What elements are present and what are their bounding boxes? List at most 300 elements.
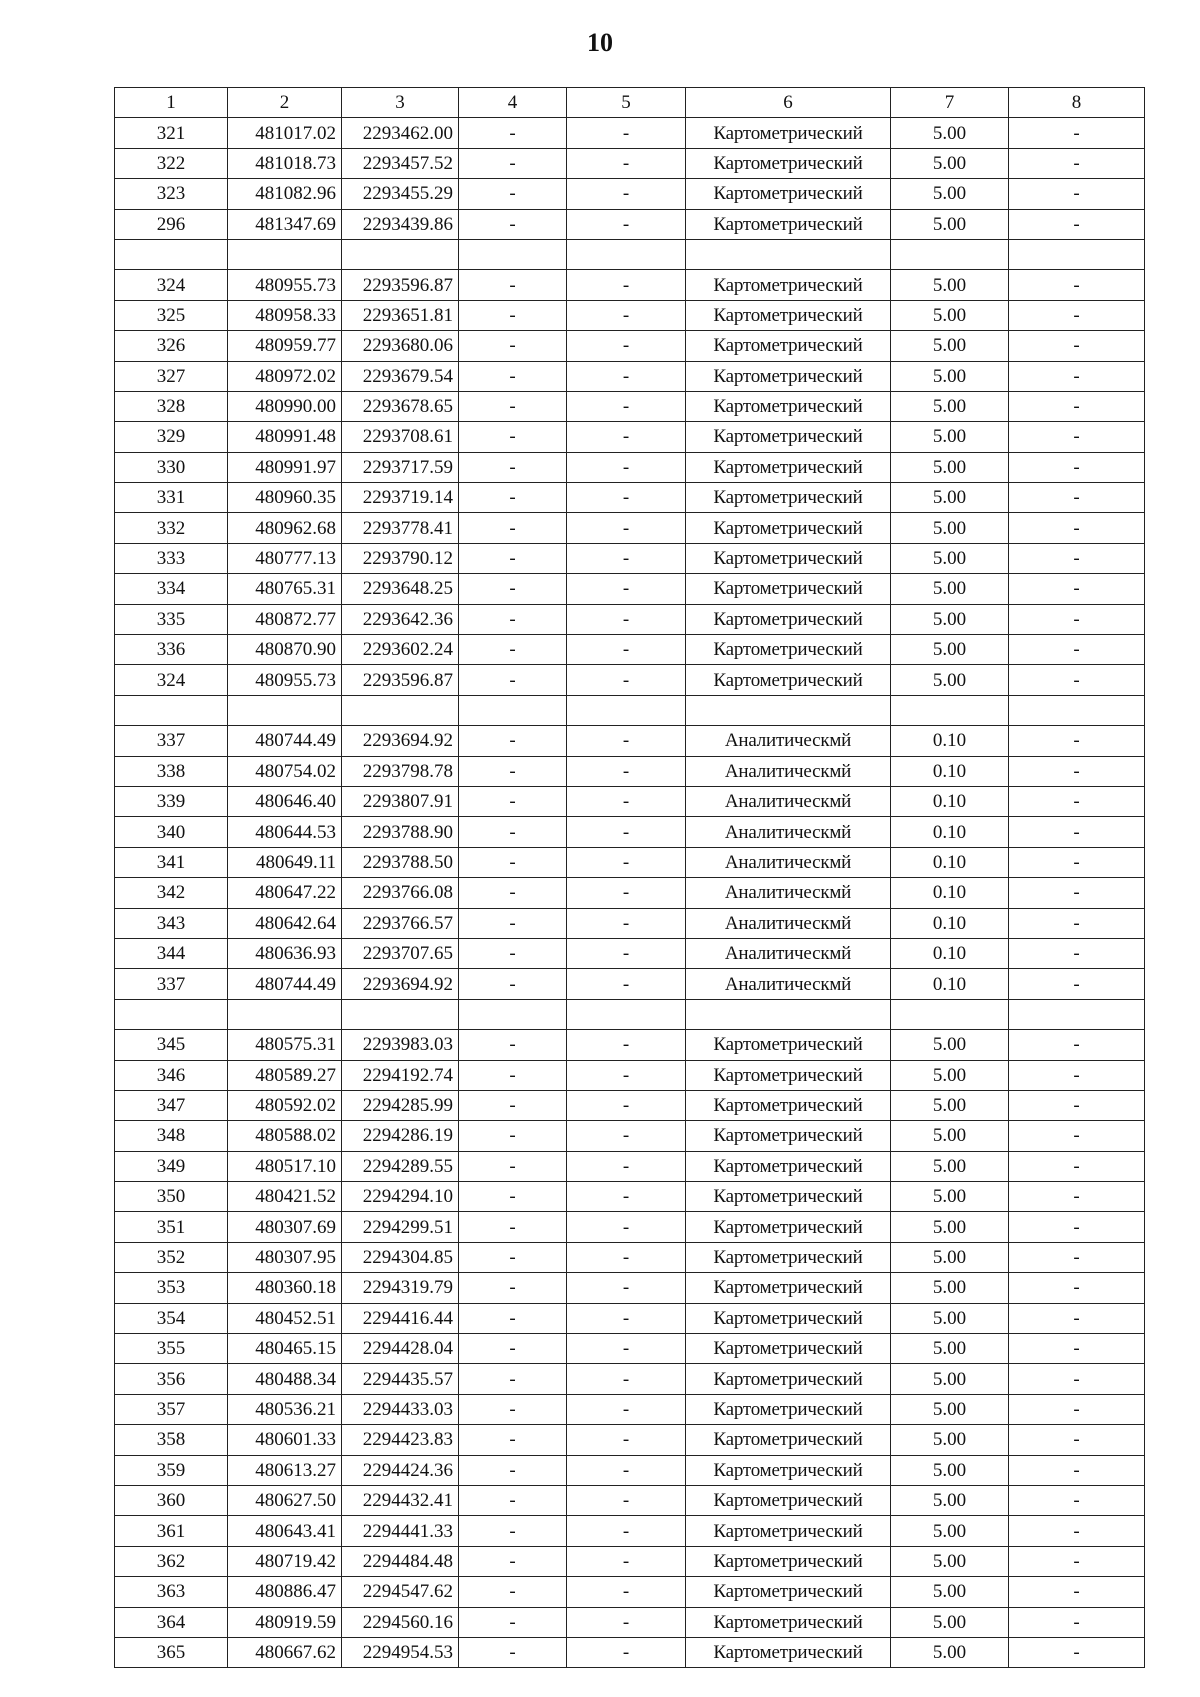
accuracy-cell: 5.00 [891,331,1009,361]
col4-cell: - [459,574,567,604]
method-cell: Аналитическмй [686,726,891,756]
table-row [115,543,1145,573]
col5-cell [567,695,686,725]
col8-cell: - [1009,1212,1145,1242]
y-coordinate-cell: 2293694.92 [342,726,459,756]
col8-cell: - [1009,118,1145,148]
col4-cell: - [459,391,567,421]
col4-cell: - [459,1364,567,1394]
point-number-cell: 351 [115,1212,228,1242]
col8-cell: - [1009,1242,1145,1272]
accuracy-cell: 5.00 [891,574,1009,604]
accuracy-cell: 5.00 [891,1455,1009,1485]
col8-cell: - [1009,1030,1145,1060]
col5-cell: - [567,1364,686,1394]
col4-cell: - [459,726,567,756]
col8-cell: - [1009,361,1145,391]
accuracy-cell [891,695,1009,725]
column-header-6: 6 [686,88,891,118]
point-number-cell: 355 [115,1334,228,1364]
col5-cell: - [567,209,686,239]
accuracy-cell: 0.10 [891,726,1009,756]
table-row [115,1212,1145,1242]
y-coordinate-cell: 2294428.04 [342,1334,459,1364]
table-row [115,1425,1145,1455]
x-coordinate-cell: 480919.59 [228,1607,342,1637]
page-number: 10 [587,28,613,57]
x-coordinate-cell: 480719.42 [228,1546,342,1576]
col5-cell: - [567,422,686,452]
col4-cell: - [459,300,567,330]
y-coordinate-cell: 2293694.92 [342,969,459,999]
col8-cell: - [1009,1394,1145,1424]
col8-cell: - [1009,847,1145,877]
x-coordinate-cell: 480886.47 [228,1577,342,1607]
method-cell [686,695,891,725]
y-coordinate-cell: 2294416.44 [342,1303,459,1333]
col4-cell: - [459,908,567,938]
point-number-cell: 340 [115,817,228,847]
method-cell: Аналитическмй [686,817,891,847]
col4-cell: - [459,817,567,847]
col5-cell: - [567,1121,686,1151]
separator-row [115,999,1145,1029]
accuracy-cell: 5.00 [891,391,1009,421]
method-cell: Картометрический [686,209,891,239]
method-cell: Картометрический [686,1060,891,1090]
y-coordinate-cell: 2293766.57 [342,908,459,938]
col5-cell: - [567,331,686,361]
table-row [115,726,1145,756]
col5-cell [567,999,686,1029]
point-number-cell: 332 [115,513,228,543]
x-coordinate-cell: 480627.50 [228,1485,342,1515]
accuracy-cell: 5.00 [891,1212,1009,1242]
col4-cell: - [459,1607,567,1637]
point-number-cell: 361 [115,1516,228,1546]
table-row [115,665,1145,695]
column-header-2: 2 [228,88,342,118]
table-row [115,179,1145,209]
x-coordinate-cell: 480588.02 [228,1121,342,1151]
method-cell: Аналитическмй [686,938,891,968]
method-cell: Картометрический [686,270,891,300]
point-number-cell: 339 [115,786,228,816]
method-cell: Картометрический [686,1425,891,1455]
point-number-cell: 324 [115,270,228,300]
method-cell: Картометрический [686,1394,891,1424]
y-coordinate-cell: 2293602.24 [342,635,459,665]
method-cell: Аналитическмй [686,878,891,908]
col4-cell: - [459,1182,567,1212]
col5-cell: - [567,908,686,938]
y-coordinate-cell: 2293596.87 [342,270,459,300]
col4-cell: - [459,1090,567,1120]
accuracy-cell: 0.10 [891,878,1009,908]
method-cell: Картометрический [686,422,891,452]
table-row [115,452,1145,482]
method-cell: Картометрический [686,1030,891,1060]
x-coordinate-cell: 480644.53 [228,817,342,847]
y-coordinate-cell: 2294547.62 [342,1577,459,1607]
method-cell: Картометрический [686,1607,891,1637]
col8-cell: - [1009,1577,1145,1607]
col8-cell: - [1009,543,1145,573]
accuracy-cell: 5.00 [891,1637,1009,1667]
method-cell: Картометрический [686,300,891,330]
point-number-cell: 325 [115,300,228,330]
col8-cell: - [1009,1516,1145,1546]
table-row [115,847,1145,877]
col5-cell: - [567,878,686,908]
y-coordinate-cell: 2293798.78 [342,756,459,786]
point-number-cell: 296 [115,209,228,239]
point-number-cell: 324 [115,665,228,695]
col8-cell: - [1009,513,1145,543]
col4-cell: - [459,1030,567,1060]
col5-cell: - [567,1485,686,1515]
x-coordinate-cell: 480870.90 [228,635,342,665]
col4-cell: - [459,1485,567,1515]
col8-cell: - [1009,726,1145,756]
accuracy-cell: 5.00 [891,635,1009,665]
col4-cell: - [459,331,567,361]
table-row [115,513,1145,543]
x-coordinate-cell: 480754.02 [228,756,342,786]
x-coordinate-cell: 480991.97 [228,452,342,482]
col8-cell: - [1009,1060,1145,1090]
col5-cell: - [567,1182,686,1212]
x-coordinate-cell: 480613.27 [228,1455,342,1485]
col4-cell: - [459,1212,567,1242]
col5-cell: - [567,300,686,330]
col8-cell: - [1009,604,1145,634]
accuracy-cell: 5.00 [891,1577,1009,1607]
table-row [115,574,1145,604]
method-cell: Картометрический [686,1637,891,1667]
accuracy-cell: 5.00 [891,1303,1009,1333]
accuracy-cell: 5.00 [891,1121,1009,1151]
column-header-4: 4 [459,88,567,118]
method-cell: Аналитическмй [686,756,891,786]
accuracy-cell: 0.10 [891,938,1009,968]
method-cell: Картометрический [686,1212,891,1242]
point-number-cell: 357 [115,1394,228,1424]
point-number-cell: 327 [115,361,228,391]
method-cell: Картометрический [686,391,891,421]
point-number-cell: 337 [115,726,228,756]
table-row [115,1546,1145,1576]
col5-cell: - [567,1151,686,1181]
col5-cell: - [567,1425,686,1455]
x-coordinate-cell: 480589.27 [228,1060,342,1090]
x-coordinate-cell [228,239,342,269]
table-row [115,1637,1145,1667]
y-coordinate-cell: 2294319.79 [342,1273,459,1303]
point-number-cell: 358 [115,1425,228,1455]
point-number-cell: 333 [115,543,228,573]
point-number-cell: 356 [115,1364,228,1394]
col5-cell: - [567,483,686,513]
col8-cell: - [1009,1455,1145,1485]
x-coordinate-cell [228,999,342,1029]
col4-cell: - [459,1242,567,1272]
col4-cell: - [459,483,567,513]
method-cell: Картометрический [686,543,891,573]
table-row [115,817,1145,847]
y-coordinate-cell: 2293778.41 [342,513,459,543]
accuracy-cell: 5.00 [891,422,1009,452]
method-cell: Аналитическмй [686,847,891,877]
col4-cell: - [459,1394,567,1424]
point-number-cell: 335 [115,604,228,634]
table-row [115,908,1145,938]
header-row [115,88,1145,118]
x-coordinate-cell: 480962.68 [228,513,342,543]
y-coordinate-cell [342,695,459,725]
accuracy-cell: 0.10 [891,969,1009,999]
y-coordinate-cell: 2294424.36 [342,1455,459,1485]
method-cell: Картометрический [686,635,891,665]
y-coordinate-cell: 2294560.16 [342,1607,459,1637]
col4-cell: - [459,1577,567,1607]
y-coordinate-cell: 2293790.12 [342,543,459,573]
point-number-cell: 337 [115,969,228,999]
col5-cell: - [567,1303,686,1333]
accuracy-cell: 5.00 [891,361,1009,391]
x-coordinate-cell: 480592.02 [228,1090,342,1120]
x-coordinate-cell: 480575.31 [228,1030,342,1060]
point-number-cell: 328 [115,391,228,421]
y-coordinate-cell: 2293439.86 [342,209,459,239]
y-coordinate-cell [342,239,459,269]
x-coordinate-cell: 480421.52 [228,1182,342,1212]
method-cell: Картометрический [686,331,891,361]
accuracy-cell: 5.00 [891,1182,1009,1212]
method-cell: Картометрический [686,1577,891,1607]
col4-cell: - [459,1273,567,1303]
y-coordinate-cell: 2293651.81 [342,300,459,330]
col8-cell: - [1009,574,1145,604]
col8-cell: - [1009,756,1145,786]
col5-cell: - [567,756,686,786]
accuracy-cell: 5.00 [891,1090,1009,1120]
table-row [115,331,1145,361]
col8-cell: - [1009,1303,1145,1333]
y-coordinate-cell: 2293707.65 [342,938,459,968]
col4-cell: - [459,1516,567,1546]
accuracy-cell: 5.00 [891,1151,1009,1181]
method-cell: Картометрический [686,665,891,695]
col5-cell: - [567,817,686,847]
col4-cell: - [459,604,567,634]
col4-cell: - [459,938,567,968]
table-row [115,786,1145,816]
accuracy-cell: 0.10 [891,786,1009,816]
col5-cell: - [567,148,686,178]
col8-cell: - [1009,1425,1145,1455]
x-coordinate-cell: 480649.11 [228,847,342,877]
column-header-3: 3 [342,88,459,118]
table-row [115,1364,1145,1394]
accuracy-cell: 0.10 [891,847,1009,877]
x-coordinate-cell: 480643.41 [228,1516,342,1546]
col4-cell: - [459,1546,567,1576]
point-number-cell: 354 [115,1303,228,1333]
col4-cell: - [459,1151,567,1181]
col4-cell: - [459,543,567,573]
method-cell: Картометрический [686,1485,891,1515]
x-coordinate-cell: 480958.33 [228,300,342,330]
col8-cell: - [1009,422,1145,452]
y-coordinate-cell: 2294435.57 [342,1364,459,1394]
accuracy-cell: 5.00 [891,1242,1009,1272]
col8-cell: - [1009,148,1145,178]
col8-cell: - [1009,1546,1145,1576]
col8-cell: - [1009,969,1145,999]
coordinates-table [114,87,1145,1668]
accuracy-cell: 5.00 [891,179,1009,209]
y-coordinate-cell: 2294286.19 [342,1121,459,1151]
x-coordinate-cell: 480955.73 [228,270,342,300]
method-cell: Картометрический [686,361,891,391]
y-coordinate-cell: 2294299.51 [342,1212,459,1242]
method-cell: Картометрический [686,1546,891,1576]
table-row [115,1516,1145,1546]
table-row [115,1121,1145,1151]
point-number-cell: 334 [115,574,228,604]
col5-cell: - [567,786,686,816]
col5-cell: - [567,1546,686,1576]
method-cell: Картометрический [686,513,891,543]
table-row [115,969,1145,999]
accuracy-cell: 5.00 [891,1546,1009,1576]
x-coordinate-cell: 480959.77 [228,331,342,361]
point-number-cell: 352 [115,1242,228,1272]
method-cell: Аналитическмй [686,908,891,938]
col4-cell: - [459,179,567,209]
col8-cell: - [1009,209,1145,239]
col8-cell: - [1009,1182,1145,1212]
method-cell: Картометрический [686,1121,891,1151]
col5-cell: - [567,1607,686,1637]
col5-cell: - [567,574,686,604]
table-row [115,148,1145,178]
point-number-cell: 330 [115,452,228,482]
col5-cell: - [567,1273,686,1303]
point-number-cell: 331 [115,483,228,513]
col8-cell: - [1009,452,1145,482]
y-coordinate-cell: 2293678.65 [342,391,459,421]
col8-cell: - [1009,1334,1145,1364]
method-cell: Картометрический [686,1242,891,1272]
table-row [115,1182,1145,1212]
table-row [115,635,1145,665]
col8-cell [1009,239,1145,269]
col4-cell [459,239,567,269]
x-coordinate-cell: 480647.22 [228,878,342,908]
col4-cell: - [459,969,567,999]
table-body [115,118,1145,1668]
y-coordinate-cell: 2293788.90 [342,817,459,847]
method-cell: Аналитическмй [686,786,891,816]
accuracy-cell: 5.00 [891,1030,1009,1060]
accuracy-cell: 5.00 [891,1516,1009,1546]
col5-cell: - [567,543,686,573]
y-coordinate-cell: 2294423.83 [342,1425,459,1455]
col5-cell: - [567,1334,686,1364]
col8-cell: - [1009,1607,1145,1637]
x-coordinate-cell: 480360.18 [228,1273,342,1303]
col8-cell: - [1009,786,1145,816]
accuracy-cell: 5.00 [891,513,1009,543]
col4-cell: - [459,786,567,816]
col8-cell: - [1009,391,1145,421]
table-row [115,1394,1145,1424]
col8-cell: - [1009,878,1145,908]
col5-cell: - [567,635,686,665]
x-coordinate-cell: 480990.00 [228,391,342,421]
y-coordinate-cell: 2294954.53 [342,1637,459,1667]
x-coordinate-cell: 480636.93 [228,938,342,968]
col5-cell: - [567,1090,686,1120]
point-number-cell: 350 [115,1182,228,1212]
method-cell: Картометрический [686,483,891,513]
point-number-cell: 346 [115,1060,228,1090]
col4-cell: - [459,878,567,908]
accuracy-cell: 0.10 [891,756,1009,786]
col8-cell: - [1009,300,1145,330]
col8-cell: - [1009,1637,1145,1667]
point-number-cell: 336 [115,635,228,665]
table-row [115,1151,1145,1181]
col8-cell: - [1009,1485,1145,1515]
table-row [115,1060,1145,1090]
separator-row [115,239,1145,269]
x-coordinate-cell: 481017.02 [228,118,342,148]
column-header-8: 8 [1009,88,1145,118]
col5-cell: - [567,726,686,756]
col8-cell: - [1009,908,1145,938]
x-coordinate-cell: 481347.69 [228,209,342,239]
col4-cell [459,695,567,725]
method-cell: Картометрический [686,118,891,148]
method-cell: Аналитическмй [686,969,891,999]
table-row [115,422,1145,452]
method-cell: Картометрический [686,1455,891,1485]
col8-cell [1009,695,1145,725]
method-cell: Картометрический [686,1303,891,1333]
y-coordinate-cell: 2294433.03 [342,1394,459,1424]
point-number-cell: 343 [115,908,228,938]
accuracy-cell: 5.00 [891,665,1009,695]
col8-cell: - [1009,331,1145,361]
x-coordinate-cell: 480646.40 [228,786,342,816]
point-number-cell: 347 [115,1090,228,1120]
x-coordinate-cell: 481082.96 [228,179,342,209]
point-number-cell: 321 [115,118,228,148]
col5-cell: - [567,513,686,543]
col5-cell: - [567,391,686,421]
col4-cell: - [459,270,567,300]
col8-cell: - [1009,1364,1145,1394]
point-number-cell: 362 [115,1546,228,1576]
point-number-cell: 341 [115,847,228,877]
method-cell [686,999,891,1029]
method-cell: Картометрический [686,452,891,482]
x-coordinate-cell: 480667.62 [228,1637,342,1667]
y-coordinate-cell: 2294304.85 [342,1242,459,1272]
